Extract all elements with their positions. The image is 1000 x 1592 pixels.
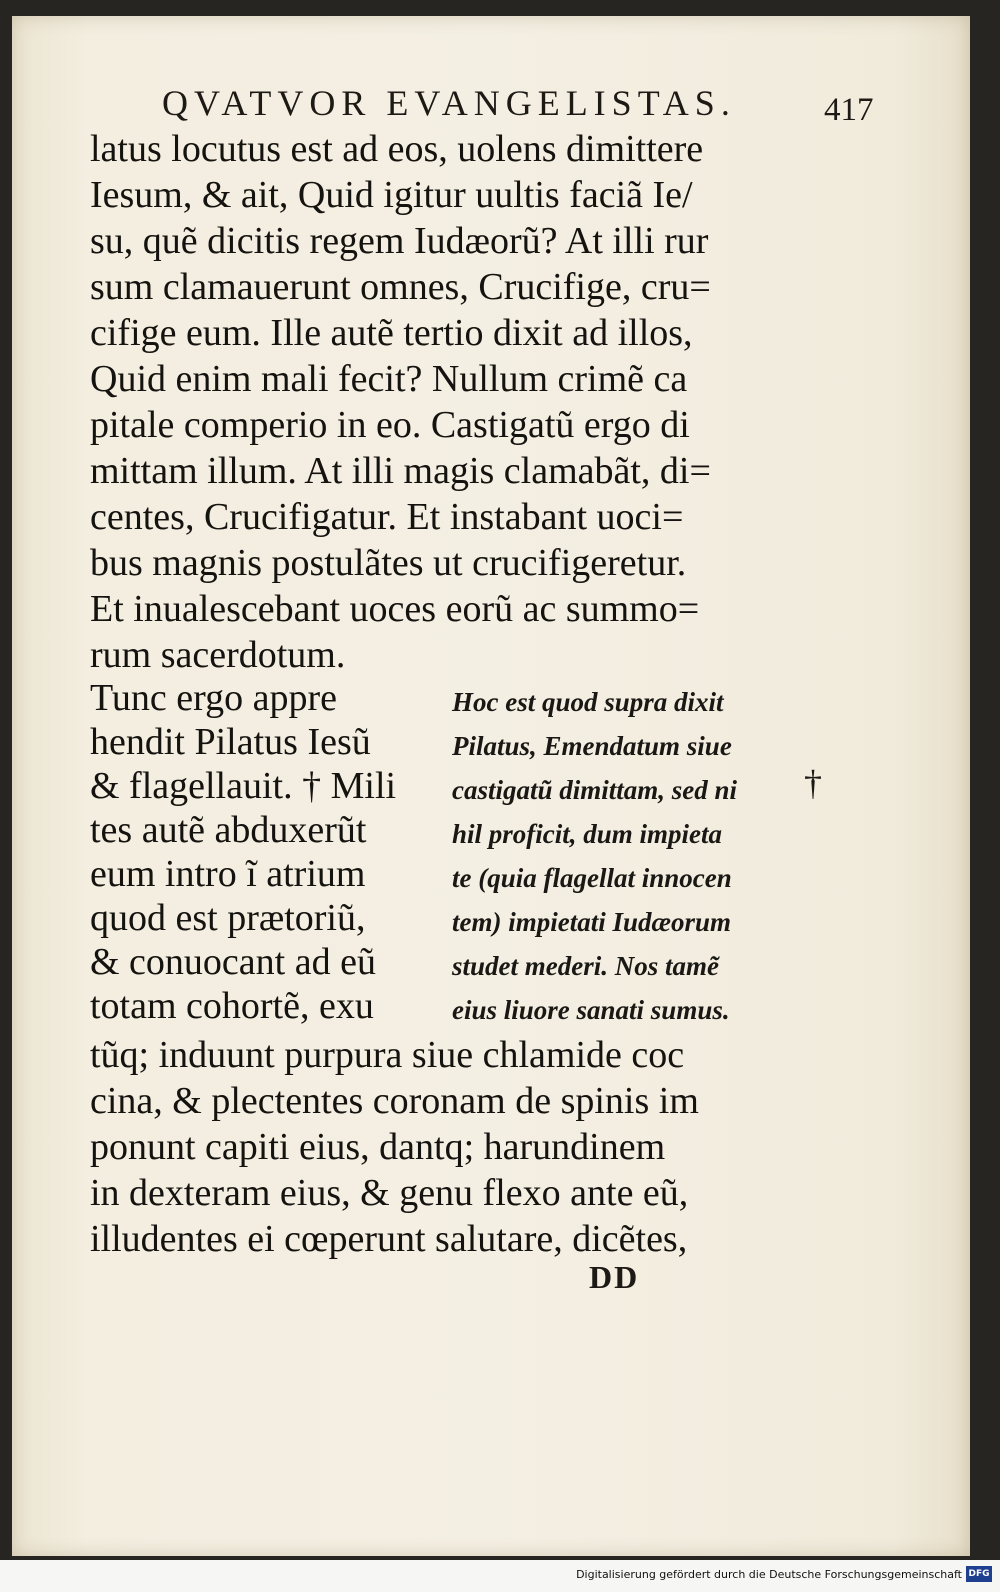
text-line: Et inualescebant uoces eorũ ac summo= — [90, 588, 700, 630]
text-line: centes, Crucifigatur. Et instabant uoci= — [90, 496, 684, 538]
text-line: pitale comperio in eo. Castigatũ ergo di — [90, 404, 690, 446]
text-line: su, quẽ dicitis regem Iudæorũ? At illi rur — [90, 220, 709, 262]
text-line: totam cohortẽ, exu — [90, 985, 374, 1027]
text-line: Iesum, & ait, Quid igitur uultis faciã Ie/ — [90, 174, 693, 216]
text-line: cina, & plectentes coronam de spinis im — [90, 1080, 699, 1122]
text-line: & flagellauit. † Mili — [90, 765, 397, 807]
footer-bar — [0, 1560, 1000, 1592]
text-line: & conuocant ad eũ — [90, 941, 376, 983]
text-line: bus magnis postulãtes ut crucifigeretur. — [90, 542, 687, 584]
margin-note-line: tem) impietati Iudæorum — [452, 907, 732, 937]
text-line: latus locutus est ad eos, uolens dimittere — [90, 128, 704, 170]
margin-note-line: te (quia flagellat innocen — [452, 863, 732, 893]
text-line: mittam illum. At illi magis clamabãt, di= — [90, 450, 711, 492]
text-line: tũq; induunt purpura siue chlamide coc — [90, 1034, 685, 1076]
margin-note-line: studet mederi. Nos tamẽ — [452, 951, 719, 981]
text-line: hendit Pilatus Iesũ — [90, 721, 371, 763]
margin-note-line: castigatũ dimittam, sed ni — [452, 775, 738, 805]
dfg-logo-icon: DFG — [966, 1566, 992, 1582]
text-line: illudentes ei cœperunt salutare, dicẽtes, — [90, 1218, 688, 1260]
text-line: eum intro ĩ atrium — [90, 853, 366, 895]
signature-mark: DD — [589, 1259, 640, 1295]
text-line: Tunc ergo appre — [90, 677, 337, 719]
text-line: sum clamauerunt omnes, Crucifige, cru= — [90, 266, 711, 308]
book-page — [12, 16, 970, 1556]
margin-note-line: Pilatus, Emendatum siue — [452, 731, 732, 761]
text-line: tes autẽ abduxerũt — [90, 809, 367, 851]
margin-note-line: Hoc est quod supra dixit — [452, 687, 724, 717]
text-line: in dexteram eius, & genu flexo ante eũ, — [90, 1172, 689, 1214]
funding-credit: Digitalisierung gefördert durch die Deutsche Forschungsgemeinschaft — [576, 1568, 962, 1581]
dagger-mark: † — [804, 763, 822, 803]
margin-note-line: hil proficit, dum impieta — [452, 819, 723, 849]
text-line: ponunt capiti eius, dantq; harundinem — [90, 1126, 666, 1168]
text-line: Quid enim mali fecit? Nullum crimẽ ca — [90, 358, 688, 400]
page-number: 417 — [824, 92, 874, 128]
text-line: quod est prætoriũ, — [90, 897, 366, 939]
running-header: QVATVOR EVANGELISTAS. — [162, 83, 736, 123]
margin-note-line: eius liuore sanati sumus. — [452, 995, 730, 1025]
text-line: rum sacerdotum. — [90, 634, 346, 676]
text-line: cifige eum. Ille autẽ tertio dixit ad illos, — [90, 312, 693, 354]
